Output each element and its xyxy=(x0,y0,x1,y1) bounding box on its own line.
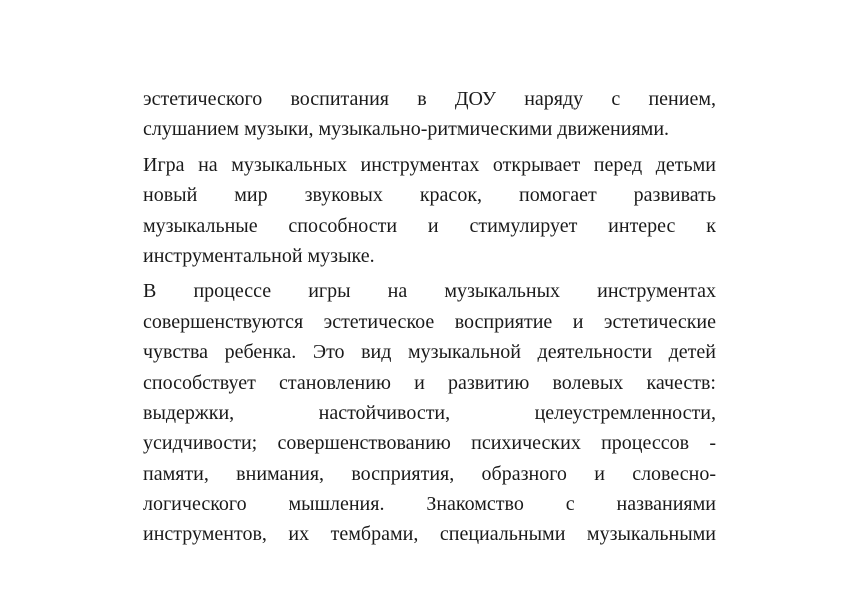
document-body xyxy=(143,84,716,550)
paragraph-line: способствует становлению и развитию волевых качеств: xyxy=(143,371,716,394)
paragraph-line: музыкальные способности и стимулирует интерес к xyxy=(143,214,716,237)
paragraph-line: инструментальной музыке. xyxy=(143,244,375,267)
paragraph-line: эстетического воспитания в ДОУ наряду с пением, xyxy=(143,88,716,110)
paragraph-2 xyxy=(143,150,716,272)
paragraph-line: инструментов, их тембрами, специальными музыкальными xyxy=(143,523,716,546)
paragraph-line: совершенствуются эстетическое восприятие и эстетические xyxy=(143,310,716,333)
paragraph-line: В процессе игры на музыкальных инструментах xyxy=(143,280,716,303)
paragraph-3 xyxy=(143,276,716,550)
paragraph-line: памяти, внимания, восприятия, образного и словесно- xyxy=(143,462,716,485)
paragraph-line: чувства ребенка. Это вид музыкальной деятельности детей xyxy=(143,341,716,364)
paragraph-line: слушанием музыки, музыкально-ритмическими движениями. xyxy=(143,118,670,141)
paragraph-line: Игра на музыкальных инструментах открывает перед детьми xyxy=(143,153,716,176)
paragraph-line: усидчивости; совершенствованию психических процессов - xyxy=(143,432,716,455)
paragraph-1 xyxy=(143,84,716,145)
paragraph-line: новый мир звуковых красок, помогает развивать xyxy=(143,184,716,207)
paragraph-line: выдержки, настойчивости, целеустремленности, xyxy=(143,401,716,424)
paragraph-line: логического мышления. Знакомство с названиями xyxy=(143,493,716,516)
